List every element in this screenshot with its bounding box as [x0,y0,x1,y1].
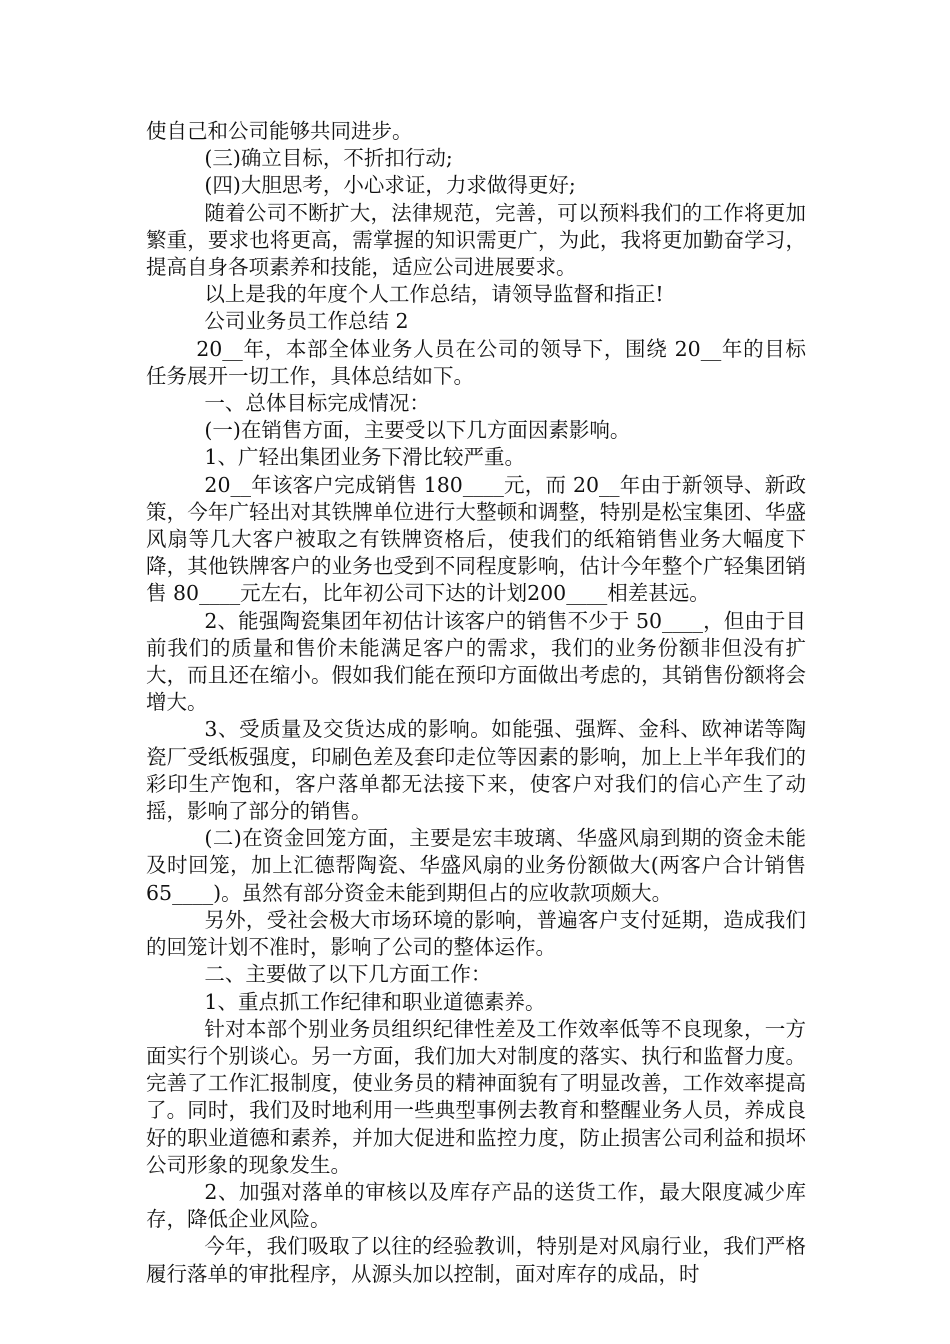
section-heading-summary-2: 公司业务员工作总结 2 [204,309,409,334]
heading-main-work: 二、主要做了以下几方面工作： [204,962,492,987]
heading-work-2: 2、加强对落单的审核以及库存产品的送货工作，最大限度减少库存，降低企业风险。 [146,1179,806,1232]
paragraph-inventory: 今年，我们吸取了以往的经验教训，特别是对风扇行业，我们严格履行落单的审批程序，从源头加以控制，面对库存的成品，时 [146,1234,806,1286]
paragraph-quality: 3、受质量及交货达成的影响。如能强、强辉、金科、欧神诺等陶瓷厂受纸板强度，印刷色差及套印走位等因素的影响，加上上半年我们的彩印生产饱和，客户落单都无法接下来，使客户对我们的信心产生了动摇，影响了部分的销售。 [146,717,806,824]
heading-sales: (一)在销售方面，主要受以下几方面因素影响。 [204,418,631,443]
document-page [146,118,806,1288]
paragraph-future-plan: 随着公司不断扩大，法律规范，完善，可以预料我们的工作将更加繁重，要求也将更高，需掌握的知识需更广，为此，我将更加勤奋学习，提高自身各项素养和技能，适应公司进展要求。 [146,200,806,280]
paragraph-nengqiang: 2、能强陶瓷集团年初估计该客户的销售不少于 50____，但由于目前我们的质量和售价未能满足客户的需求，我们的业务份额非但没有扩大，而且还在缩小。假如我们能在预印方面做出考虑的，其销售份额将会增大。 [146,608,806,715]
paragraph-guangqing: 20__年该客户完成销售 180____元，而 20__年由于新领导、新政策，今年广轻出对其铁牌单位进行大整顿和调整，特别是松宝集团、华盛风扇等几大客户被取之有铁牌资格后，使我们的纸箱销售业务大幅度下降，其他铁牌客户的业务也受到不同程度影响，估计今年整个广轻集团销售 80____元左右，比年初公司下达的计划200____相差甚远。 [146,472,806,606]
paragraph-market: 另外，受社会极大市场环境的影响，普遍客户支付延期，造成我们的回笼计划不准时，影响了公司的整体运作。 [146,907,806,960]
paragraph-funds: (二)在资金回笼方面，主要是宏丰玻璃、华盛风扇到期的资金未能及时回笼，加上汇德帮陶瓷、华盛风扇的业务份额做大(两客户合计销售 65____)。虽然有部分资金未能到期但占的应收款项颇大。 [146,826,806,905]
heading-work-1: 1、重点抓工作纪律和职业道德素养。 [204,989,546,1014]
paragraph-item-three: (三)确立目标，不折扣行动; [204,146,453,171]
heading-point-1: 1、广轻出集团业务下滑比较严重。 [204,445,525,470]
paragraph-discipline: 针对本部个别业务员组织纪律性差及工作效率低等不良现象，一方面实行个别谈心。另一方面，我们加大对制度的落实、执行和监督力度。完善了工作汇报制度，使业务员的精神面貌有了明显改善，工作效率提高了。同时，我们及时地利用一些典型事例去教育和整醒业务人员，养成良好的职业道德和素养，并加大促进和监控力度，防止损害公司利益和损坏公司形象的现象发生。 [146,1016,806,1177]
heading-overall-goal: 一、总体目标完成情况： [204,391,430,416]
paragraph-closing: 以上是我的年度个人工作总结，请领导监督和指正! [204,282,664,307]
paragraph-intro: 20__年，本部全体业务人员在公司的领导下，围绕 20__年的目标任务展开一切工作，具体总结如下。 [146,336,806,388]
paragraph-item-four: (四)大胆思考，小心求证，力求做得更好; [204,173,576,198]
paragraph-continuation: 使自己和公司能够共同进步。 [146,119,413,143]
